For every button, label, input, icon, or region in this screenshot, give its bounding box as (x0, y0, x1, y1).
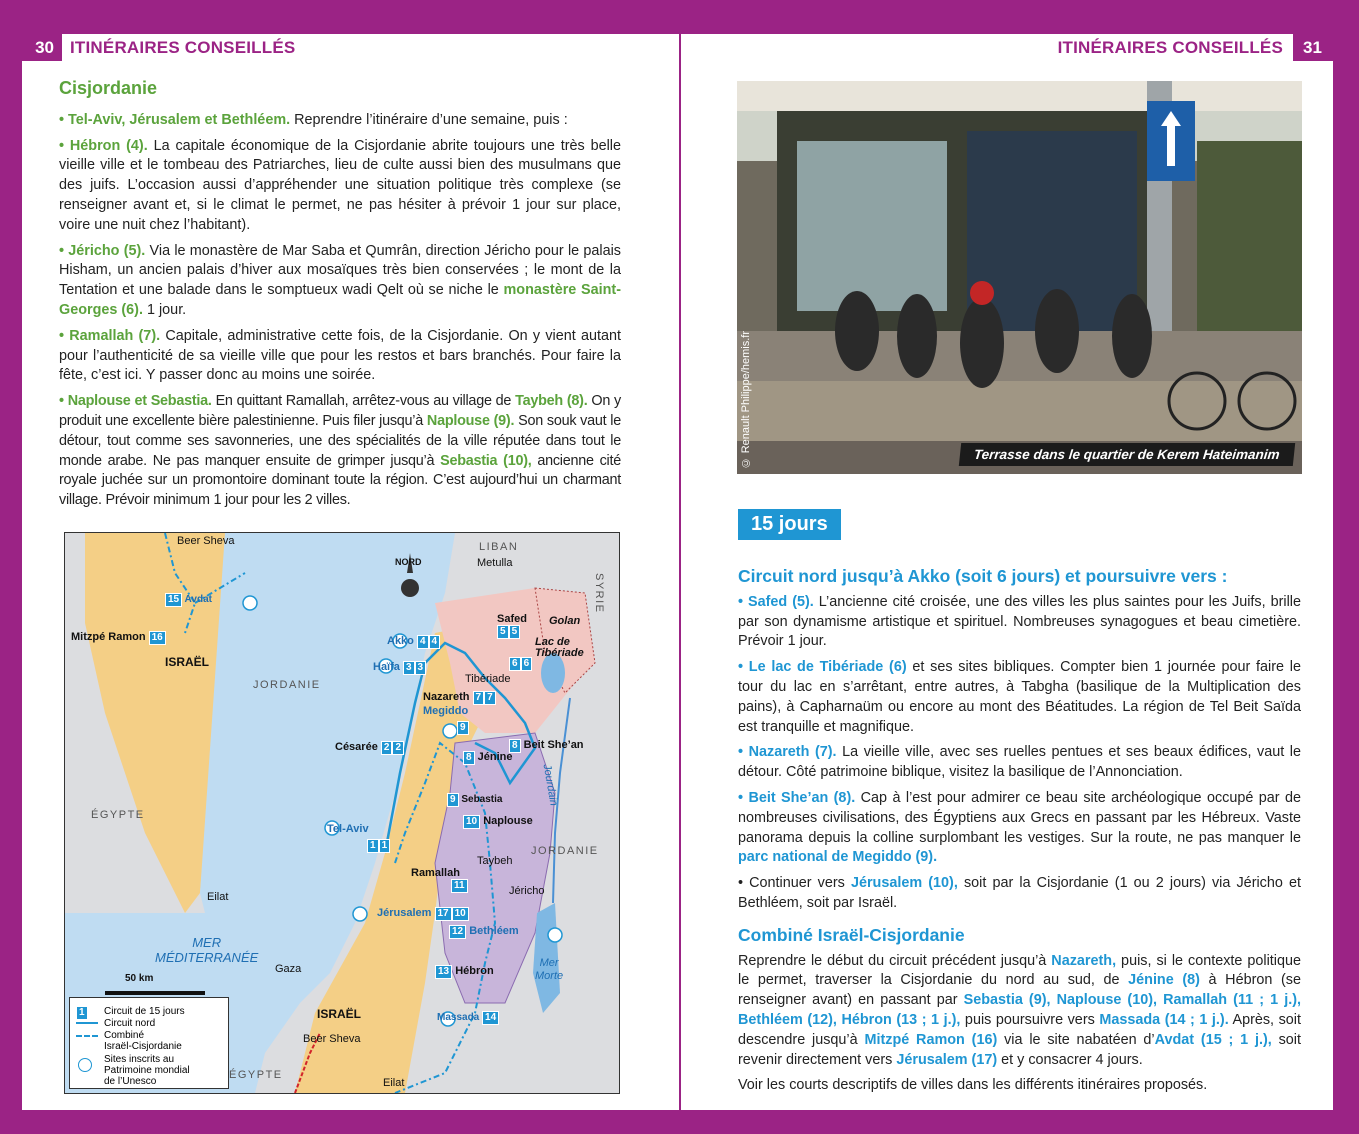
map-label: ÉGYPTE (229, 1069, 283, 1081)
map-label: Tel-Aviv (327, 823, 369, 835)
map-label: 12 Bethléem (449, 925, 519, 939)
map-label: 8 Beit She’an (509, 739, 584, 753)
map-label: Jéricho (509, 885, 545, 897)
map-label: 9 (457, 721, 469, 735)
map-label: ISRAËL (165, 655, 210, 669)
left-text (59, 79, 621, 517)
running-header: ITINÉRAIRES CONSEILLÉS (1057, 38, 1283, 57)
left-page (22, 34, 679, 1110)
map-label: JORDANIE (531, 845, 599, 857)
map-label: Beer Sheva (177, 535, 235, 547)
photo-graphic (737, 81, 1302, 474)
paragraph: • Jéricho (5). Via le monastère de Mar Saba et Qumrân, direction Jéricho pour le palais Hisham, un ancien palais d’hiver aux mosaïques très bien conservées ; le mont de la Tentation et une balade dans le somptueux wadi Qelt où se niche le monastère Saint-Georges (6). 1 jour. (59, 242, 621, 318)
paragraph: Reprendre le début du circuit précédent jusqu’à Nazareth, puis, si le contexte politique le permet, traverser la Cisjordanie du nord au sud, de Jénine (8) à Hébron (se renseigner avant) en passant par Sebastia (9), Naplouse (10), Ramallah (11 ; 1 j.), Bethléem (12), Hébron (13 ; 1 j.), puis poursuivre vers Massada (14 ; 1 j.). Après, soit descendre jusqu’à Mitzpé Ramon (16) via le site nabatéen d’Avdat (15 ; 1 j.), soit revenir directement vers Jérusalem (17) et y consacrer 4 jours. (738, 952, 1301, 1068)
map-label: Eilat (207, 891, 229, 903)
paragraph: • Continuer vers Jérusalem (10), soit par la Cisjordanie (1 ou 2 jours) via Jéricho et Bethléem, soit par Israël. (738, 875, 1301, 911)
page-number: 31 (1293, 34, 1359, 61)
map-label: 50 km (125, 973, 154, 984)
paragraph: • Nazareth (7). La vieille ville, avec ses ruelles pentues et ses beaux édifices, vaut le détour. Côté patrimoine biblique, visitez la basilique de l’Annonciation. (738, 744, 1302, 781)
map-label: SYRIE (593, 573, 605, 614)
map-label: Haïfa 3 3 (373, 661, 426, 675)
map-label: MER MÉDITERRANÉE (155, 935, 259, 965)
map-label: Massada 14 (437, 1011, 499, 1025)
map-label: Nazareth 7 7 (423, 691, 496, 705)
map-label: Beer Sheva (303, 1033, 361, 1045)
map-label: Mer Morte (535, 957, 564, 982)
subsection-title: Circuit nord jusqu’à Akko (soit 6 jours) et poursuivre vers : (738, 566, 1228, 586)
page-number: 30 (0, 34, 62, 61)
section-title: Cisjordanie (59, 78, 158, 98)
map-label: Tibériade (465, 673, 511, 685)
map-label: JORDANIE (253, 679, 321, 691)
paragraph: • Beit She’an (8). Cap à l’est pour admirer ce beau site archéologique occupé par de nombreuses civilisations, des Égyptiens aux Grecs en passant par les Hébreux. Vaste panorama depuis la colline surplombant les vestiges. Sur la route, ne pas manquer le parc national de Megiddo (9). (738, 789, 1301, 866)
map-label: Megiddo (423, 705, 469, 717)
map-label: ÉGYPTE (91, 809, 145, 821)
right-text (738, 567, 1301, 1102)
map-label: 10 Naplouse (463, 815, 533, 829)
map-label: 9 Sebastia (447, 793, 502, 807)
map-label: Safed 5 5 (497, 613, 527, 637)
map-label: 8 Jénine (463, 751, 512, 765)
map-label: 6 6 (509, 657, 532, 671)
paragraph: Voir les courts descriptifs de villes dans les différents itinéraires proposés. (738, 1077, 1208, 1094)
map-label: Césarée 2 2 (335, 741, 404, 755)
paragraph: • Le lac de Tibériade (6) et ses sites bibliques. Compter bien 1 journée pour faire le tour du lac en s’arrêtant, entre autres, à Tabgha (basilique de la Multiplication des pains), à Capharnaüm ou encore au mont des Béatitudes. La région de Tel Beit Saïda est tranquille et magnifique. (738, 659, 1301, 735)
map-label: 15 Avdat (165, 593, 212, 607)
paragraph: • Safed (5). L’ancienne cité croisée, une des villes les plus saintes pour les Juifs, brille par son dynamisme artistique et spirituel. Nombreuses synagogues et beau cimetière. Prévoir 1 jour. (738, 593, 1302, 650)
map-label: LIBAN (479, 541, 519, 553)
cafe-terrace-photo (737, 81, 1302, 474)
map-legend: 1 Circuit de 15 jours Circuit nord Combiné Israël-Cisjordanie Sites inscrits au Patrimoine mondial de l’Unesco (69, 997, 229, 1089)
map-label: Jourdain (540, 763, 560, 807)
map-label: Eilat (383, 1077, 405, 1089)
map-label: Jérusalem 17 10 (377, 907, 469, 921)
map-label: Metulla (477, 557, 513, 569)
paragraph: • Tel-Aviv, Jérusalem et Bethléem. Reprendre l’itinéraire d’une semaine, puis : (59, 111, 568, 128)
map-label: Akko 4 4 (387, 635, 440, 649)
map-label: Lac de Tibériade (535, 636, 584, 659)
map-label: 13 Hébron (435, 965, 494, 979)
photo-credit: © Renault Philippe/hemis.fr (740, 330, 752, 468)
paragraph: • Ramallah (7). Capitale, administrative cette fois, de la Cisjordanie. On y vient autant pour l’authenticité de sa vieille ville que pour les restos et bars branchés. Pour faire la fête, c’est ici. Y passer donc au moins une soirée. (59, 327, 621, 384)
map-label: ISRAËL (317, 1007, 362, 1021)
duration-badge: 15 jours (738, 509, 841, 540)
right-page (681, 34, 1333, 1110)
subsection-title: Combiné Israël-Cisjordanie (738, 924, 965, 945)
paragraph: • Naplouse et Sebastia. En quittant Ramallah, arrêtez-vous au village de Taybeh (8). On y produit une excellente bière palestinienne. Puis filer jusqu’à Naplouse (9). Son souk vaut le détour, tout comme ses savonneries, une des spécialités de la ville réputée dans tout le monde arabe. Ne pas manquer ensuite de grimper jusqu’à Sebastia (10), ancienne cité royale juchée sur un promontoire dominant toute la région. C’est aujourd’hui un charmant village. Prévoir minimum 1 jour pour les 2 villes. (59, 393, 622, 509)
map-label: Ramallah 11 (411, 867, 468, 893)
map-label: Golan (549, 615, 581, 627)
itinerary-map (64, 532, 620, 1094)
map-label: Gaza (275, 963, 302, 975)
photo-caption: Terrasse dans le quartier de Kerem Hateimanim (959, 443, 1295, 466)
map-label: Taybeh (477, 855, 513, 867)
map-label: Mitzpé Ramon 16 (71, 631, 166, 645)
paragraph: • Hébron (4). La capitale économique de la Cisjordanie abrite toujours une très belle vieille ville et le tombeau des Patriarches, lieu de culte aussi bien des musulmans que des juifs. L’occasion aussi d’appréhender une situation politique très complexe (se renseigner avant et, si le climat le permet, ne pas hésiter à prévoir 1 jour sur place, voire une nuit chez l’habitant). (59, 137, 621, 233)
map-label: 1 1 (367, 839, 390, 853)
map-label: NORD (395, 557, 422, 567)
running-header: ITINÉRAIRES CONSEILLÉS (70, 38, 296, 57)
